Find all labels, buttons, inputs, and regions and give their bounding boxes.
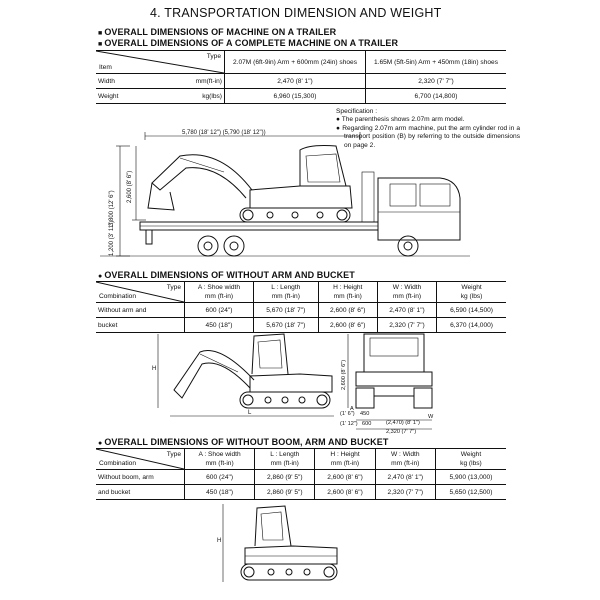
header-cell bbox=[96, 51, 225, 74]
dim-450: 450 bbox=[360, 411, 370, 417]
cell: 2,860 (9' 5") bbox=[255, 470, 315, 485]
section1-heading2: ■ OVERALL DIMENSIONS OF A COMPLETE MACHINE ON A TRAILER bbox=[98, 38, 398, 48]
row-unit: kg(lbs) bbox=[202, 92, 222, 100]
cell: 5,900 (13,000) bbox=[449, 473, 493, 481]
cell: 2,600 (8' 6") bbox=[318, 303, 377, 318]
cell: 2,600 (8' 6") bbox=[318, 318, 377, 333]
col-header-length: L : Length mm (ft-in) bbox=[255, 449, 315, 470]
header-cell bbox=[96, 449, 185, 470]
side-view-drawing bbox=[174, 334, 332, 408]
dim-w1: (2,470) (8' 1") bbox=[386, 420, 420, 426]
col-header-height: H : Height mm (ft-in) bbox=[315, 449, 375, 470]
col-header-weight: Weight kg (lbs) bbox=[460, 451, 482, 467]
without-arm-bucket-figure bbox=[150, 330, 440, 436]
dim-bed-height-label: 1,200 (3' 11") bbox=[109, 220, 115, 256]
machine-on-trailer-figure bbox=[100, 128, 470, 270]
table-row bbox=[96, 303, 506, 318]
dim-w2: 2,320 (7' 7") bbox=[386, 429, 417, 435]
cell: 2,470 (8' 1") bbox=[375, 470, 435, 485]
excavator-drawing bbox=[148, 146, 352, 223]
col-header-1: 2.07M (6ft-9in) Arm + 600mm (24in) shoes bbox=[225, 51, 366, 74]
dim-H-label: H bbox=[217, 538, 222, 544]
row-unit: mm(ft-in) bbox=[195, 77, 222, 85]
dim-length-label: 5,780 (18' 12") (5,790 (18' 12")) bbox=[182, 130, 266, 136]
col-header-shoe-width: A : Shoe width mm (ft-in) bbox=[185, 282, 254, 303]
section2-heading: ● OVERALL DIMENSIONS OF WITHOUT ARM AND BUCKET bbox=[98, 270, 355, 280]
row-label: Width bbox=[98, 77, 115, 85]
combination-line1: Without boom, arm bbox=[96, 470, 185, 485]
header-cell bbox=[96, 282, 185, 303]
cell: 2,320 (7' 7") bbox=[377, 318, 436, 333]
col-header-weight: Weight kg (lbs) bbox=[460, 284, 483, 300]
cell: 2,470 (8' 1") bbox=[225, 74, 366, 89]
dim-d1: (1' 6") bbox=[340, 411, 355, 417]
header-type-label: Type bbox=[166, 284, 181, 291]
spec-bullet-1-text: The parenthesis shows 2.07m arm model. bbox=[341, 116, 465, 124]
row-label: Weight bbox=[98, 92, 119, 100]
dim-A-label: A bbox=[350, 406, 354, 412]
col-header-width: W : Width mm (ft-in) bbox=[375, 449, 435, 470]
without-boom-arm-bucket-figure bbox=[215, 498, 365, 588]
cell: 2,600 (8' 6") bbox=[315, 470, 375, 485]
cell: 600 (24") bbox=[185, 303, 254, 318]
without-arm-bucket-table bbox=[96, 281, 506, 333]
dim-W-label: W bbox=[428, 414, 434, 420]
combination-line2: and bucket bbox=[96, 485, 185, 500]
cell: 2,320 (7' 7") bbox=[418, 77, 454, 85]
table-row bbox=[96, 470, 506, 485]
cell: 600 (24") bbox=[185, 470, 255, 485]
cell: 2,860 (9' 5") bbox=[255, 485, 315, 500]
col-header-2: 1.65M (5ft-5in) Arm + 450mm (18in) shoes bbox=[373, 58, 499, 66]
cell: 2,320 (7' 7") bbox=[375, 485, 435, 500]
dim-height-value: 2,600 (8' 6") bbox=[341, 359, 347, 390]
table-row bbox=[96, 74, 506, 89]
combination-line2: bucket bbox=[96, 318, 185, 333]
page-title: 4. TRANSPORTATION DIMENSION AND WEIGHT bbox=[150, 6, 442, 20]
cell: 5,650 (12,500) bbox=[449, 488, 493, 496]
dim-d2: (1' 12") bbox=[340, 421, 358, 427]
header-item-label: Item bbox=[99, 64, 112, 71]
truck-cab-drawing bbox=[100, 172, 470, 256]
cell: 6,370 (14,000) bbox=[450, 321, 493, 329]
dim-total-height-label: 3,800 (12' 6") bbox=[109, 190, 115, 226]
dim-H-label: H bbox=[152, 366, 157, 372]
cell: 6,960 (15,300) bbox=[225, 89, 366, 104]
spec-bullet-1: ● The parenthesis shows 2.07m arm model. bbox=[336, 116, 465, 124]
rear-view-drawing bbox=[356, 334, 432, 408]
cell: 450 (18") bbox=[185, 485, 255, 500]
dim-machine-height-label: 2,600 (8' 6") bbox=[127, 170, 133, 203]
cell: 5,670 (18' 7") bbox=[253, 318, 318, 333]
col-header-shoe-width: A : Shoe width mm (ft-in) bbox=[185, 449, 255, 470]
header-type-label: Type bbox=[166, 451, 181, 458]
trailer-drawing bbox=[140, 222, 378, 256]
table-row bbox=[96, 89, 506, 104]
col-header-height: H : Height mm (ft-in) bbox=[318, 282, 377, 303]
section3-heading: ● OVERALL DIMENSIONS OF WITHOUT BOOM, ARM AND BUCKET bbox=[98, 437, 389, 447]
col-header-length: L : Length mm (ft-in) bbox=[253, 282, 318, 303]
base-machine-drawing bbox=[241, 506, 337, 580]
cell: 2,600 (8' 6") bbox=[315, 485, 375, 500]
cell: 6,700 (14,800) bbox=[414, 92, 458, 100]
cell: 5,670 (18' 7") bbox=[253, 303, 318, 318]
header-combination-label: Combination bbox=[99, 460, 137, 467]
header-combination-label: Combination bbox=[99, 293, 137, 300]
spec-heading: Specification : bbox=[336, 108, 378, 115]
without-boom-arm-bucket-table bbox=[96, 448, 506, 500]
cell: 450 (18") bbox=[185, 318, 254, 333]
cell: 6,590 (14,500) bbox=[450, 306, 493, 314]
cell: 2,470 (8' 1") bbox=[377, 303, 436, 318]
combination-line1: Without arm and bbox=[96, 303, 185, 318]
trailer-dimensions-table bbox=[96, 50, 506, 104]
dim-600: 600 bbox=[362, 421, 372, 427]
spec-bullet-2-text: Regarding 2.07m arm machine, put the arm cylinder rod in a transport position (B) by referring to the outside dimensions on page 2. bbox=[342, 124, 520, 149]
spec-bullet-2: ● Regarding 2.07m arm machine, put the arm cylinder rod in a transport position (B) by referring to the outside dimensions on page 2. bbox=[336, 124, 520, 149]
col-header-width: W : Width mm (ft-in) bbox=[377, 282, 436, 303]
dim-L-label: L bbox=[248, 410, 252, 416]
header-type-label: Type bbox=[206, 53, 221, 60]
section1-heading1: ■ OVERALL DIMENSIONS OF MACHINE ON A TRAILER bbox=[98, 27, 336, 37]
